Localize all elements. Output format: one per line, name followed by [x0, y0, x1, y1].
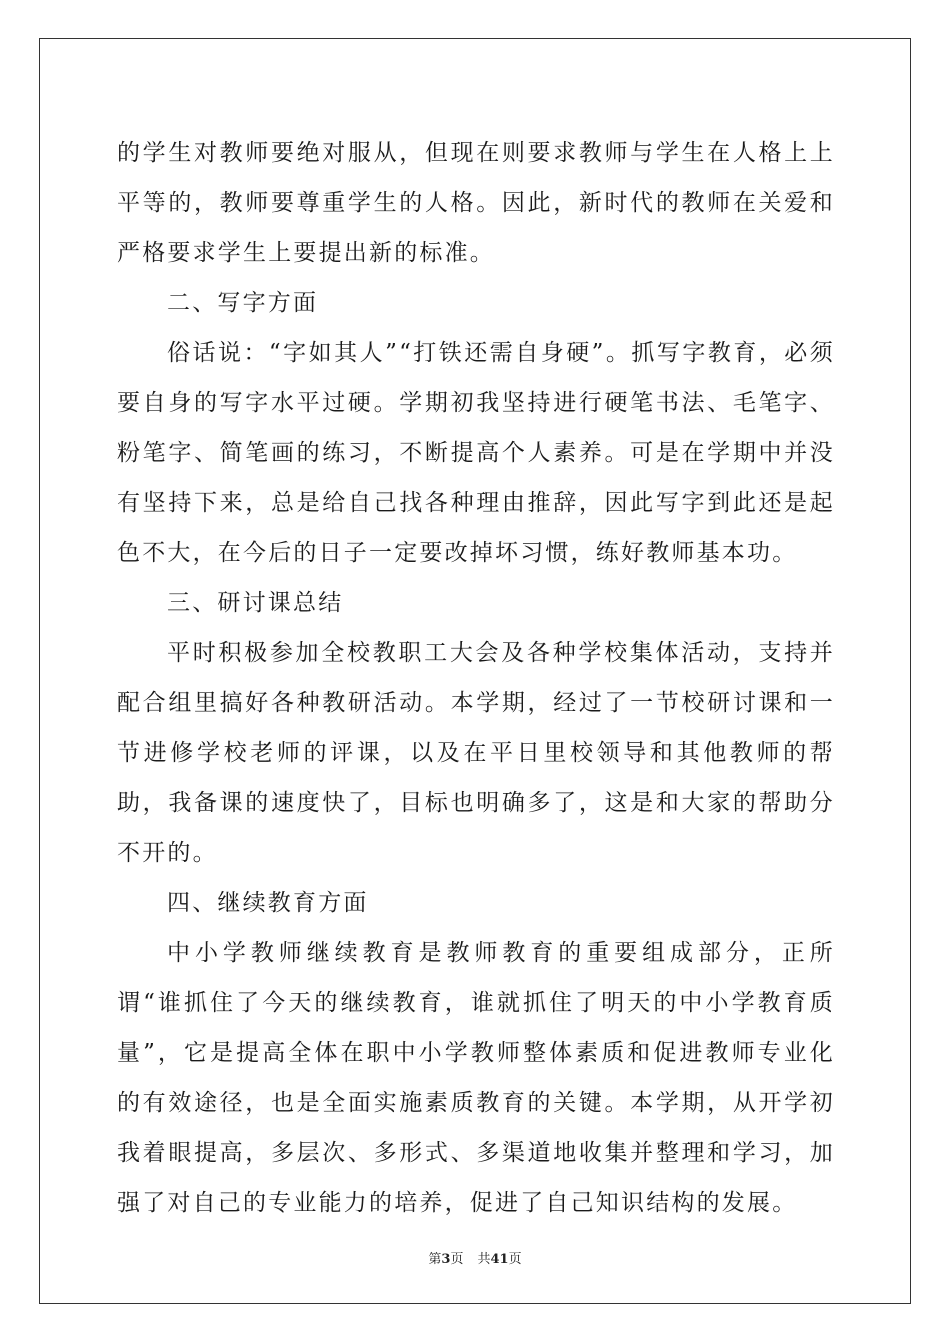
paragraph-writing: 俗话说：“字如其人”“打铁还需自身硬”。抓写字教育，必须要自身的写字水平过硬。学期初我坚持进行硬笔书法、毛笔字、粉笔字、简笔画的练习，不断提高个人素养。可是在学期中并没有坚持下来，总是给自己找各种理由推辞，因此写字到此还是起色不大，在今后的日子一定要改掉坏习惯，练好教师基本功。: [117, 340, 835, 566]
paragraph-seminar: 平时积极参加全校教职工大会及各种学校集体活动，支持并配合组里搞好各种教研活动。本学期，经过了一节校研讨课和一节进修学校老师的评课，以及在平日里校领导和其他教师的帮助，我备课的速度快了，目标也明确多了，这是和大家的帮助分不开的。: [117, 640, 835, 866]
page-number: 第3页: [428, 1252, 464, 1267]
section-heading-writing: 二、写字方面: [167, 290, 319, 316]
section-heading-continuing-education: 四、继续教育方面: [167, 890, 369, 916]
paragraph-1: 的学生对教师要绝对服从，但现在则要求教师与学生在人格上上平等的，教师要尊重学生的人格。因此，新时代的教师在关爱和严格要求学生上要提出新的标准。: [117, 140, 835, 266]
page-total: 共41页: [477, 1252, 522, 1267]
paragraph-continuing-education: 中小学教师继续教育是教师教育的重要组成部分，正所谓“谁抓住了今天的继续教育，谁就抓住了明天的中小学教育质量”，它是提高全体在职中小学教师整体素质和促进教师专业化的有效途径，也是全面实施素质教育的关键。本学期，从开学初我着眼提高，多层次、多形式、多渠道地收集并整理和学习，加强了对自己的专业能力的培养，促进了自己知识结构的发展。: [117, 940, 835, 1216]
section-heading-seminar: 三、研讨课总结: [167, 590, 344, 616]
page-footer: [0, 1248, 950, 1267]
document-body: [117, 128, 835, 1228]
